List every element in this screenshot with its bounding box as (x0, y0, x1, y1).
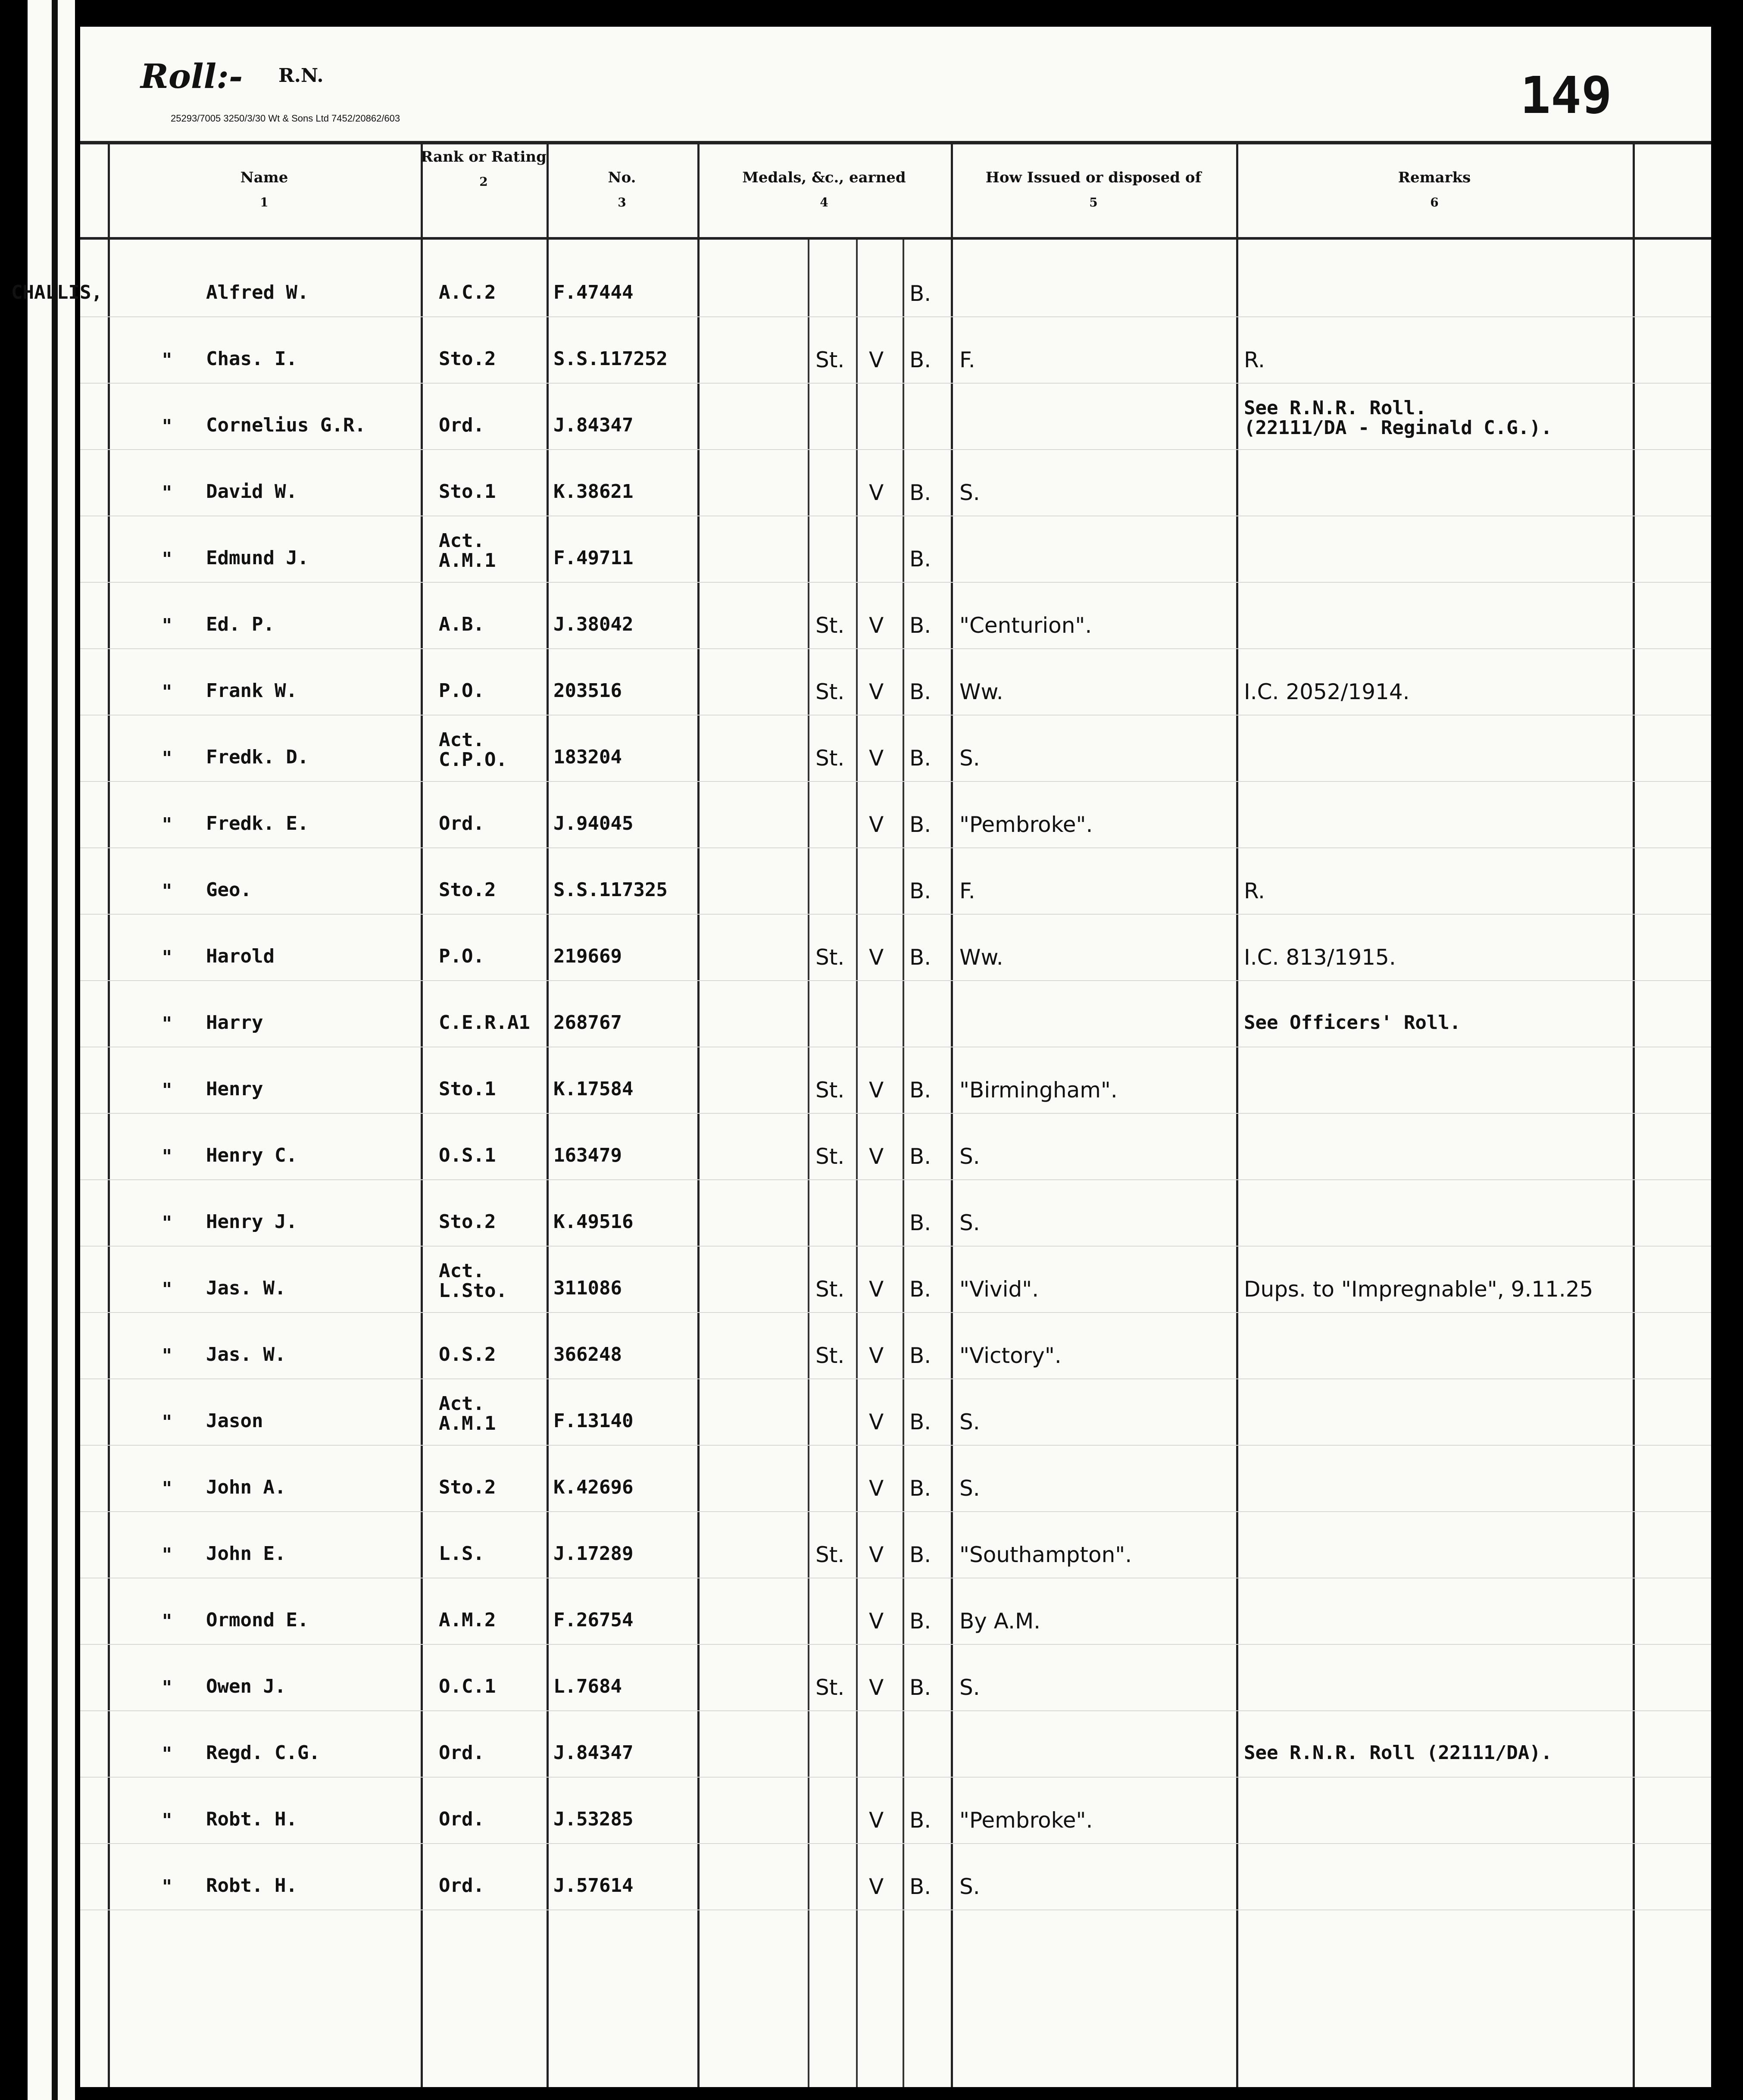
entry-rank: O.S.2 (439, 1344, 496, 1366)
entry-forename: Fredk. D. (206, 746, 309, 768)
entry-service-number: S.S.117252 (553, 348, 668, 370)
entry-surname: " (162, 1079, 172, 1101)
entry-forename: Robt. H. (206, 1875, 297, 1897)
entry-forename: Henry C. (206, 1144, 297, 1166)
entry-british-medal: B. (909, 613, 931, 638)
row-rule (80, 1179, 1711, 1180)
entry-rank: Sto.1 (439, 481, 496, 503)
entry-british-medal: B. (909, 281, 931, 306)
entry-how-issued: S. (959, 746, 980, 771)
entry-rank: P.O. (439, 680, 484, 702)
entry-rank: Ord. (439, 1808, 484, 1830)
entry-service-number: 366248 (553, 1344, 622, 1366)
entry-rank: Sto.1 (439, 1078, 496, 1100)
entry-victory-medal: V (869, 1343, 884, 1368)
row-rule (80, 781, 1711, 782)
entry-service-number: S.S.117325 (553, 879, 668, 901)
page-left-margin (28, 0, 75, 2100)
row-rule (80, 449, 1711, 450)
entry-british-medal: B. (909, 1675, 931, 1700)
column-header-name: Name 1 (240, 169, 288, 209)
row-rule (80, 1644, 1711, 1645)
entry-how-issued: S. (959, 1409, 980, 1434)
entry-forename: Jason (206, 1410, 263, 1432)
row-rule (80, 582, 1711, 583)
entry-forename: Geo. (206, 879, 252, 901)
entry-surname: " (162, 747, 172, 769)
entry-rank: Ord. (439, 812, 484, 834)
entry-rank: L.S. (439, 1543, 484, 1565)
entry-british-medal: B. (909, 1277, 931, 1302)
entry-service-number: J.17289 (553, 1543, 634, 1565)
row-rule (80, 1445, 1711, 1446)
entry-service-number: 311086 (553, 1277, 622, 1299)
entry-remarks: R. (1244, 878, 1265, 903)
entry-surname: " (162, 416, 172, 438)
entry-rank: P.O. (439, 945, 484, 967)
entry-remarks: I.C. 2052/1914. (1244, 679, 1410, 704)
entry-how-issued: S. (959, 1675, 980, 1700)
row-rule (80, 316, 1711, 317)
medal-subdivider (903, 240, 904, 2087)
entry-surname: " (162, 1809, 172, 1831)
header-bottom-rule (80, 237, 1711, 240)
roll-value: R.N. (278, 65, 324, 87)
column-header-number: No. 3 (608, 169, 636, 209)
entry-surname: " (162, 1743, 172, 1765)
entry-star-medal: St. (815, 347, 845, 372)
page-number: 149 (1520, 66, 1612, 125)
entry-service-number: K.49516 (553, 1211, 634, 1233)
entry-surname: " (162, 1278, 172, 1300)
entry-service-number: J.94045 (553, 812, 634, 834)
entry-victory-medal: V (869, 613, 884, 638)
entry-rank: Act. C.P.O. (439, 729, 507, 771)
entry-british-medal: B. (909, 945, 931, 970)
entry-service-number: F.26754 (553, 1609, 634, 1631)
entry-surname: " (162, 1610, 172, 1632)
column-divider (1633, 142, 1635, 2087)
entry-british-medal: B. (909, 1609, 931, 1634)
row-rule (80, 914, 1711, 915)
entry-star-medal: St. (815, 1277, 845, 1302)
entry-how-issued: "Pembroke". (959, 812, 1093, 837)
entry-star-medal: St. (815, 679, 845, 704)
entry-rank: Act. L.Sto. (439, 1260, 507, 1302)
entry-star-medal: St. (815, 1542, 845, 1567)
entry-rank: Ord. (439, 1742, 484, 1764)
entry-star-medal: St. (815, 945, 845, 970)
entry-british-medal: B. (909, 1874, 931, 1899)
roll-page (11, 27, 1711, 2087)
entry-how-issued: F. (959, 878, 975, 903)
entry-surname: " (162, 1411, 172, 1433)
entry-rank: A.M.2 (439, 1609, 496, 1631)
entry-star-medal: St. (815, 1343, 845, 1368)
entry-star-medal: St. (815, 1144, 845, 1169)
entry-victory-medal: V (869, 1476, 884, 1501)
entry-british-medal: B. (909, 746, 931, 771)
medal-subdivider (808, 240, 809, 2087)
column-divider (421, 142, 423, 2087)
entry-victory-medal: V (869, 945, 884, 970)
entry-service-number: K.38621 (553, 481, 634, 503)
entry-service-number: J.38042 (553, 613, 634, 635)
entry-how-issued: S. (959, 1210, 980, 1235)
entry-british-medal: B. (909, 1476, 931, 1501)
entry-forename: Jas. W. (206, 1344, 286, 1366)
entry-surname: " (162, 1212, 172, 1234)
column-divider (697, 142, 700, 2087)
row-rule (80, 1710, 1711, 1711)
column-header-medals: Medals, &c., earned 4 (742, 169, 906, 209)
entry-forename: Robt. H. (206, 1808, 297, 1830)
row-rule (80, 980, 1711, 981)
entry-forename: Cornelius G.R. (206, 414, 366, 436)
entry-rank: Sto.2 (439, 879, 496, 901)
entry-forename: Henry (206, 1078, 263, 1100)
entry-how-issued: S. (959, 1476, 980, 1501)
column-divider (1236, 142, 1238, 2087)
entry-how-issued: "Centurion". (959, 613, 1092, 638)
entry-service-number: 219669 (553, 945, 622, 967)
column-divider (108, 142, 110, 2087)
entry-british-medal: B. (909, 547, 931, 572)
entry-british-medal: B. (909, 480, 931, 505)
entry-forename: John A. (206, 1476, 286, 1498)
entry-forename: Alfred W. (206, 281, 309, 303)
entry-british-medal: B. (909, 1542, 931, 1567)
entry-forename: Ormond E. (206, 1609, 309, 1631)
entry-rank: A.B. (439, 613, 484, 635)
entry-british-medal: B. (909, 1808, 931, 1833)
entry-british-medal: B. (909, 1144, 931, 1169)
entry-how-issued: F. (959, 347, 975, 372)
entry-service-number: K.17584 (553, 1078, 634, 1100)
roll-label: Roll:- (141, 57, 243, 96)
entry-british-medal: B. (909, 679, 931, 704)
entry-victory-medal: V (869, 812, 884, 837)
entry-remarks: I.C. 813/1915. (1244, 945, 1396, 970)
entry-service-number: F.13140 (553, 1410, 634, 1432)
entry-how-issued: Ww. (959, 679, 1003, 704)
entry-surname: " (162, 1677, 172, 1699)
row-rule (80, 847, 1711, 848)
entry-surname: " (162, 548, 172, 570)
entry-surname: " (162, 1478, 172, 1500)
entry-how-issued: Ww. (959, 945, 1003, 970)
row-rule (80, 1246, 1711, 1247)
entry-forename: Chas. I. (206, 348, 297, 370)
entry-rank: O.C.1 (439, 1675, 496, 1697)
entry-rank: Ord. (439, 414, 484, 436)
entry-service-number: J.84347 (553, 1742, 634, 1764)
column-divider (547, 142, 549, 2087)
entry-surname: " (162, 615, 172, 637)
entry-surname: " (162, 1013, 172, 1035)
row-rule (80, 648, 1711, 649)
entry-service-number: J.53285 (553, 1808, 634, 1830)
row-rule (80, 1511, 1711, 1512)
entry-rank: C.E.R.A1 (439, 1012, 530, 1034)
entry-victory-medal: V (869, 1808, 884, 1833)
entry-forename: Edmund J. (206, 547, 309, 569)
entry-service-number: J.57614 (553, 1875, 634, 1897)
entry-surname: " (162, 1544, 172, 1566)
entry-forename: Jas. W. (206, 1277, 286, 1299)
entry-rank: Act. A.M.1 (439, 1393, 496, 1434)
entry-surname: " (162, 1876, 172, 1898)
entry-victory-medal: V (869, 679, 884, 704)
entry-service-number: 268767 (553, 1012, 622, 1034)
row-rule (80, 715, 1711, 716)
entry-star-medal: St. (815, 613, 845, 638)
print-reference: 25293/7005 3250/3/30 Wt & Sons Ltd 7452/20862/603 (171, 113, 400, 124)
entry-victory-medal: V (869, 746, 884, 771)
row-rule (80, 383, 1711, 384)
entry-remarks: R. (1244, 347, 1265, 372)
row-rule (80, 1909, 1711, 1910)
entry-victory-medal: V (869, 1675, 884, 1700)
entry-rank: Ord. (439, 1875, 484, 1897)
entry-star-medal: St. (815, 746, 845, 771)
binding-edge (52, 0, 58, 2100)
entry-british-medal: B. (909, 878, 931, 903)
row-rule (80, 1777, 1711, 1778)
column-header-issued: How Issued or disposed of 5 (985, 169, 1202, 209)
entry-forename: Fredk. E. (206, 812, 309, 834)
entry-rank: Sto.2 (439, 1211, 496, 1233)
entry-victory-medal: V (869, 1409, 884, 1434)
entry-service-number: K.42696 (553, 1476, 634, 1498)
entry-how-issued: S. (959, 480, 980, 505)
medal-subdivider (856, 240, 858, 2087)
entry-victory-medal: V (869, 1542, 884, 1567)
entry-british-medal: B. (909, 812, 931, 837)
entry-surname: " (162, 814, 172, 836)
entry-british-medal: B. (909, 347, 931, 372)
column-header-rank: Rank or Rating 2 (421, 148, 547, 189)
entry-how-issued: "Victory". (959, 1343, 1062, 1368)
entry-remarks: Dups. to "Impregnable", 9.11.25 (1244, 1277, 1593, 1302)
entry-victory-medal: V (869, 480, 884, 505)
entry-service-number: 183204 (553, 746, 622, 768)
entry-surname: " (162, 681, 172, 703)
entry-forename: Regd. C.G. (206, 1742, 320, 1764)
entry-british-medal: B. (909, 1343, 931, 1368)
entry-service-number: 163479 (553, 1144, 622, 1166)
entry-forename: Harry (206, 1012, 263, 1034)
entry-service-number: 203516 (553, 680, 622, 702)
row-rule (80, 1312, 1711, 1313)
entry-victory-medal: V (869, 1144, 884, 1169)
row-rule (80, 1843, 1711, 1844)
entry-service-number: L.7684 (553, 1675, 622, 1697)
entry-forename: David W. (206, 481, 297, 503)
entry-rank: A.C.2 (439, 281, 496, 303)
entry-victory-medal: V (869, 347, 884, 372)
entry-forename: John E. (206, 1543, 286, 1565)
entry-how-issued: "Birmingham". (959, 1078, 1118, 1103)
entry-surname: " (162, 947, 172, 969)
entry-how-issued: "Pembroke". (959, 1808, 1093, 1833)
entry-victory-medal: V (869, 1609, 884, 1634)
entry-remarks: See R.N.R. Roll. (22111/DA - Reginald C.G.). (1244, 397, 1552, 439)
entry-british-medal: B. (909, 1409, 931, 1434)
entry-forename: Ed. P. (206, 613, 275, 635)
entry-service-number: J.84347 (553, 414, 634, 436)
entry-surname: " (162, 349, 172, 371)
entry-forename: Owen J. (206, 1675, 286, 1697)
entry-remarks: See Officers' Roll. (1244, 1012, 1461, 1034)
entry-forename: Frank W. (206, 680, 297, 702)
entry-british-medal: B. (909, 1210, 931, 1235)
entry-surname: " (162, 880, 172, 902)
entry-forename: Harold (206, 945, 275, 967)
entry-star-medal: St. (815, 1675, 845, 1700)
entry-victory-medal: V (869, 1874, 884, 1899)
entry-service-number: F.49711 (553, 547, 634, 569)
row-rule (80, 1378, 1711, 1379)
entry-surname: " (162, 482, 172, 504)
entry-remarks: See R.N.R. Roll (22111/DA). (1244, 1742, 1552, 1764)
entry-how-issued: S. (959, 1144, 980, 1169)
entry-service-number: F.47444 (553, 281, 634, 303)
entry-how-issued: "Vivid". (959, 1277, 1039, 1302)
entry-how-issued: By A.M. (959, 1609, 1041, 1634)
entry-surname: " (162, 1146, 172, 1168)
entry-rank: O.S.1 (439, 1144, 496, 1166)
entry-surname: CHALLIS, (11, 281, 103, 303)
entry-how-issued: S. (959, 1874, 980, 1899)
entry-rank: Act. A.M.1 (439, 530, 496, 572)
entry-surname: " (162, 1345, 172, 1367)
entry-rank: Sto.2 (439, 348, 496, 370)
entry-victory-medal: V (869, 1277, 884, 1302)
row-rule (80, 1113, 1711, 1114)
header-top-rule (80, 141, 1711, 144)
column-divider (951, 142, 953, 2087)
entry-star-medal: St. (815, 1078, 845, 1103)
entry-forename: Henry J. (206, 1211, 297, 1233)
column-header-remarks: Remarks 6 (1398, 169, 1471, 209)
entry-how-issued: "Southampton". (959, 1542, 1132, 1567)
entry-victory-medal: V (869, 1078, 884, 1103)
entry-rank: Sto.2 (439, 1476, 496, 1498)
entry-british-medal: B. (909, 1078, 931, 1103)
